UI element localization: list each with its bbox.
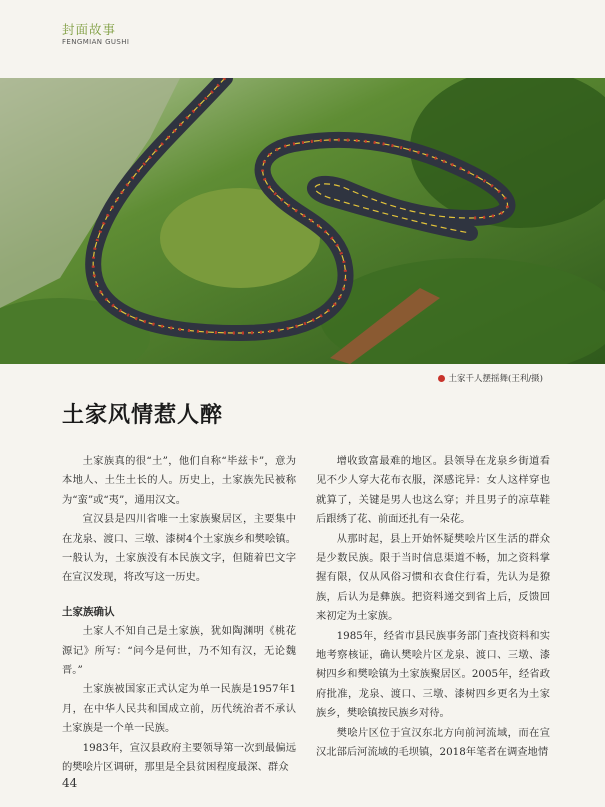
page-number: 44 bbox=[62, 776, 78, 790]
paragraph: 樊哙片区位于宣汉东北方向前河流域，而在宣汉北部后河流域的毛坝镇，2018年笔者在调查地情 bbox=[316, 726, 550, 759]
cover-photo bbox=[0, 78, 605, 364]
paragraph: 从那时起，县上开始怀疑樊哙片区生活的群众是少数民族。限于当时信息渠道不畅，加之资料掌握有限，仅从风俗习惯和衣食住行看，先认为是獠族，后认为是彝族。把资料递交到省上后，反馈回来初定为土家族。 bbox=[316, 532, 550, 623]
paragraph: 1983年，宣汉县政府主要领导第一次到最偏远的樊哙片区调研，那里是全县贫困程度最深、群众 bbox=[62, 741, 296, 774]
section-title-en: FENGMIAN GUSHI bbox=[62, 38, 130, 46]
paragraph: 宣汉县是四川省唯一土家族聚居区，主要集中在龙泉、渡口、三墩、漆树4个土家族乡和樊哙镇。一般认为，土家族没有本民族文字，但随着巴文字在宣汉发现，将改写这一历史。 bbox=[62, 513, 296, 584]
section-header bbox=[62, 22, 129, 46]
caption-text: 土家千人摆摇舞(王利/摄) bbox=[448, 374, 543, 384]
paragraph: 土家族真的很“土”，他们自称“毕兹卡”，意为本地人、土生土长的人。历史上，土家族先民被称为“蛮”或“夷”，通用汉文。 bbox=[62, 455, 296, 506]
caption-bullet-icon bbox=[438, 375, 445, 382]
article-title: 土家风情惹人醉 bbox=[62, 403, 224, 428]
paragraph: 1985年，经省市县民族事务部门查找资料和实地考察核证，确认樊哙片区龙泉、渡口、三墩、漆树四乡和樊哙镇为土家族聚居区。2005年，经省政府批准，龙泉、渡口、三墩、漆树四乡更名为土家族乡，樊哙镇按民族乡对待。 bbox=[316, 629, 550, 720]
subheading: 土家族确认 bbox=[62, 605, 115, 618]
text-column-left bbox=[62, 452, 296, 778]
paragraph: 增收致富最难的地区。县领导在龙泉乡街道看见不少人穿大花布衣服，深感诧异：女人这样穿也就算了，关键是男人也这么穿；并且男子的凉草鞋后跟绣了花、前面还扎有一朵花。 bbox=[316, 455, 550, 526]
text-column-right bbox=[316, 452, 550, 763]
paragraph: 土家人不知自己是土家族，犹如陶渊明《桃花源记》所写：“问今是何世，乃不知有汉，无论魏晋。” bbox=[62, 625, 296, 677]
paragraph: 土家族被国家正式认定为单一民族是1957年1月，在中华人民共和国成立前，历代统治者不承认土家族是一个单一民族。 bbox=[62, 683, 296, 735]
photo-caption bbox=[438, 372, 544, 384]
section-title-cn: 封面故事 bbox=[62, 22, 117, 37]
